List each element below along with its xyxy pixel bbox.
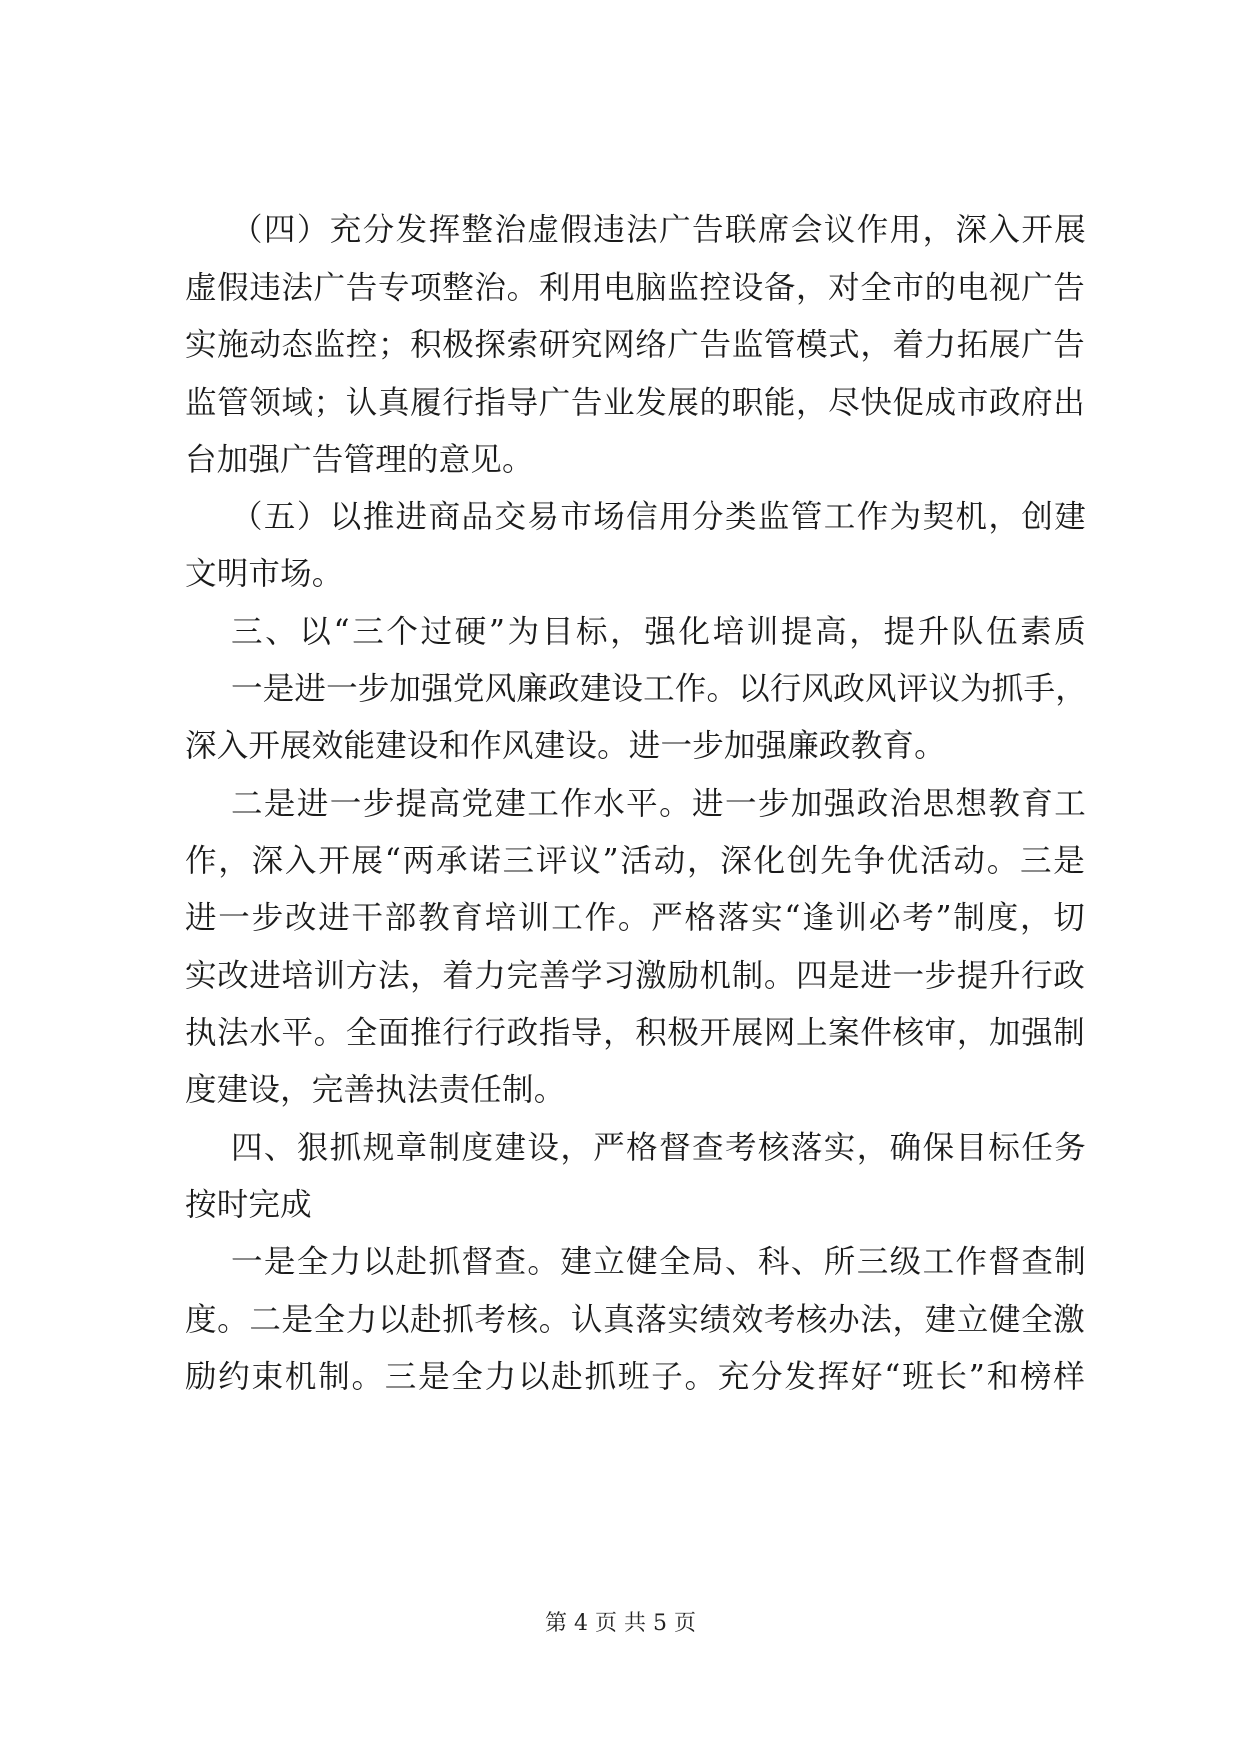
section-3-item-2-line-5: 执法水平。全面推行行政指导，积极开展网上案件核审，加强制 [185,1015,1085,1051]
section-3-item-1-line-2: 深入开展效能建设和作风建设。进一步加强廉政教育。 [185,728,946,764]
paragraph-4-line-5: 台加强广告管理的意见。 [185,442,534,478]
section-4-heading-line-1: 四、狠抓规章制度建设，严格督查考核落实，确保目标任务 [231,1130,1086,1166]
section-3-item-2-line-3: 进一步改进干部教育培训工作。严格落实“逢训必考”制度，切 [185,900,1085,936]
section-3-item-2-line-1: 二是进一步提高党建工作水平。进一步加强政治思想教育工 [231,786,1086,822]
section-4-body-line-2: 度。二是全力以赴抓考核。认真落实绩效考核办法，建立健全激 [185,1302,1085,1338]
section-3-item-2-line-6: 度建设，完善执法责任制。 [185,1072,566,1108]
paragraph-5-line-1: （五）以推进商品交易市场信用分类监管工作为契机，创建 [231,499,1086,535]
section-3-item-2-line-2: 作，深入开展“两承诺三评议”活动，深化创先争优活动。三是 [185,843,1085,879]
section-4-body-line-3: 励约束机制。三是全力以赴抓班子。充分发挥好“班长”和榜样 [185,1359,1085,1395]
paragraph-4-line-3: 实施动态监控；积极探索研究网络广告监管模式，着力拓展广告 [185,327,1085,363]
section-4-heading-line-2: 按时完成 [185,1187,312,1223]
paragraph-4-line-1: （四）充分发挥整治虚假违法广告联席会议作用，深入开展 [231,212,1086,248]
paragraph-5-line-2: 文明市场。 [185,556,344,592]
paragraph-4-line-4: 监管领域；认真履行指导广告业发展的职能，尽快促成市政府出 [185,385,1085,421]
section-4-body-line-1: 一是全力以赴抓督查。建立健全局、科、所三级工作督查制 [231,1244,1086,1280]
section-3-item-1-line-1: 一是进一步加强党风廉政建设工作。以行风政风评议为抓手， [231,671,1087,707]
section-3-item-2-line-4: 实改进培训方法，着力完善学习激励机制。四是进一步提升行政 [185,958,1085,994]
paragraph-4-line-2: 虚假违法广告专项整治。利用电脑监控设备，对全市的电视广告 [185,270,1085,306]
section-3-heading: 三、以“三个过硬”为目标，强化培训提高，提升队伍素质 [231,614,1086,650]
page-number-footer: 第 4 页 共 5 页 [545,1611,696,1636]
